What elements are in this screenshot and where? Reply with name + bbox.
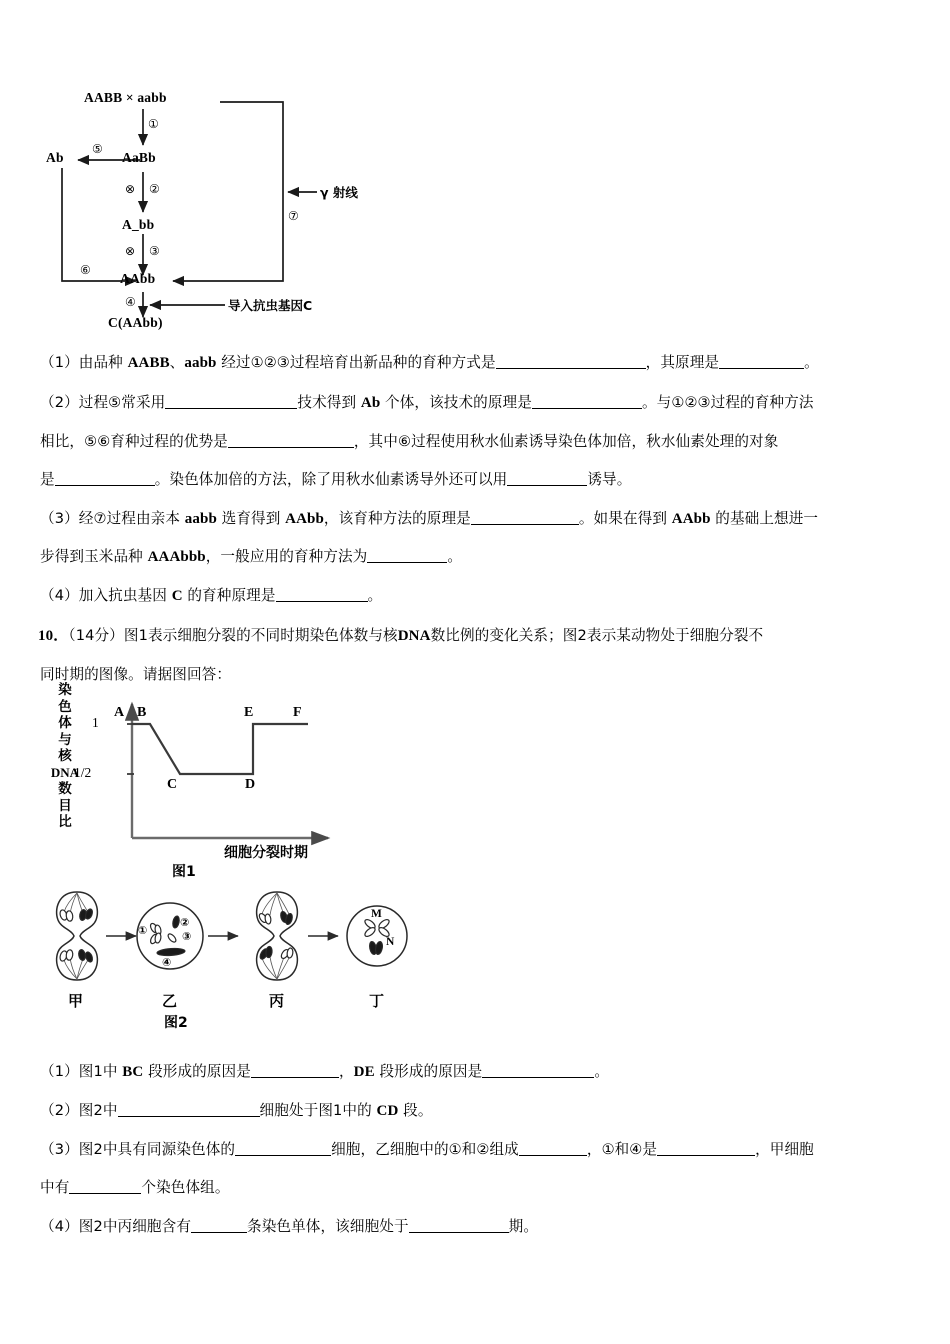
chart-point-F: F [293,705,302,720]
question-text: 数比例的变化关系；图2表示某动物处于细胞分裂不 [430,627,764,644]
cell-label-yi: 乙 [162,992,178,1010]
genotype-text: Ab [360,395,381,411]
question-text: 段形成的原因是 [143,1063,251,1080]
question-text: （2）图2中 [40,1102,118,1119]
question-text: 段形成的原因是 [374,1063,483,1080]
chart-y-axis-label [50,682,80,831]
question-text: ，甲细胞 [755,1141,814,1158]
answer-blank[interactable] [496,368,646,369]
node-f1: AaBb [122,150,156,165]
question-text: 过程培育出新品种的育种方式是 [289,354,496,371]
step-5: ⑤ [92,142,103,156]
gamma-ray-label: γ 射线 [320,185,358,200]
question-text: 。 [367,587,383,604]
genotype-text: C [171,588,183,604]
genotype-text: DE [353,1064,375,1080]
step-4: ④ [125,295,136,309]
question-9-part-4 [40,586,382,606]
chart-point-C: C [167,777,178,792]
figure-2-caption: 图2 [164,1015,188,1031]
question-text: 。与 [641,394,672,411]
question-text: 。 [447,548,463,565]
node-ab-haploid: Ab [46,150,64,165]
transgene-label: 导入抗虫基因C [228,298,313,313]
question-text: 、 [169,354,185,371]
question-text: ⑤ [108,395,122,411]
figure-1-caption: 图1 [172,864,196,880]
breeding-flow-diagram [40,82,370,344]
step-2: ② [149,182,160,196]
question-text: 是 [642,1141,658,1158]
question-text: ，该育种方法的原理是 [323,510,471,527]
chromosome-annotation-3: ③ [182,930,192,943]
question-text: ， [338,1063,354,1080]
question-text: （14分） [68,627,124,644]
step-3: ③ [149,244,160,258]
answer-blank[interactable] [519,1155,587,1156]
answer-blank[interactable] [118,1116,260,1117]
ylab-char-5: DNA [50,764,80,780]
genotype-text: CD [376,1103,399,1119]
question-text: 的育种原理是 [182,587,276,604]
ylab-char-3: 与 [58,731,72,748]
question-text: （1）由品种 [40,354,128,371]
question-text: 过程使用秋水仙素诱导染色体加倍，秋水仙素处理的对象 [411,433,779,450]
question-text: （1）图1中 [40,1063,123,1080]
answer-blank[interactable] [719,368,804,369]
question-text: 过程由亲本 [106,510,185,527]
chart-point-A: A [114,705,125,720]
question-text: ⑤⑥ [84,434,111,450]
question-text: （3）图2中具有同源染色体的 [40,1141,236,1158]
chromosome-annotation-1: ① [138,924,148,937]
step-6: ⑥ [80,263,91,277]
node-parents: AABB × aabb [84,90,167,105]
question-text: （4）图2中丙细胞含有 [40,1218,192,1235]
question-9-part-1 [40,353,819,373]
question-text: 。染色体加倍的方法，除了用秋水仙素诱导外还可以用 [154,471,508,488]
question-10-part-2 [40,1101,433,1121]
question-text: 期。 [508,1218,539,1235]
genotype-text: BC [122,1064,144,1080]
question-text: 。如果在得到 [578,510,672,527]
question-text: 相比， [40,433,85,450]
answer-blank[interactable] [69,1193,141,1194]
ylab-char-7: 目 [58,797,72,814]
question-text: （2）过程 [40,394,109,411]
answer-blank[interactable] [276,601,368,602]
answer-blank[interactable] [55,485,155,486]
node-product: C(AAbb) [108,315,163,330]
genotype-text: 10． [38,628,69,644]
cell-bing-outline [257,892,298,980]
question-9-part-2-line1 [40,393,814,413]
chart-data-series [132,724,308,774]
figure-1-chart [48,682,388,882]
selfing-symbol-3: ⊗ [125,244,136,258]
question-text: ，其原理是 [645,354,720,371]
question-text: 是 [40,471,55,488]
question-text: 个染色体组。 [141,1179,230,1196]
ylab-char-8: 比 [58,814,72,830]
answer-blank[interactable] [367,562,447,563]
question-text: 同时期的图像。请据图回答： [40,666,232,683]
answer-blank[interactable] [235,1155,331,1156]
question-text: 细胞，乙细胞中的 [331,1141,449,1158]
question-9-part-3-line2 [40,547,462,567]
step-7: ⑦ [288,209,299,223]
cell-label-bing: 丙 [269,992,285,1010]
question-10-part-3-line2 [40,1178,230,1197]
question-text: 图1表示细胞分裂的不同时期染色体数与核 [123,627,398,644]
genotype-text: aabb [184,511,217,527]
question-text: ，一般应用的育种方法为 [205,548,368,565]
question-text: 技术得到 [297,394,361,411]
question-text: （3）经 [40,510,94,527]
cell-jia-outline [57,892,98,980]
genotype-text: AABB [127,355,170,371]
answer-blank[interactable] [657,1155,755,1156]
chromosome-annotation-2: ② [180,916,190,929]
answer-blank[interactable] [409,1232,509,1233]
question-text: ，其中 [353,433,398,450]
question-text: 条染色单体，该细胞处于 [247,1218,409,1235]
question-10-stem-line1 [38,626,763,646]
genotype-text: aabb [184,355,217,371]
ylab-char-0: 染 [58,682,72,698]
question-text: 。 [804,354,819,371]
genotype-text: AAAbbb [147,549,206,565]
question-text: 经过 [216,354,251,371]
question-text: 诱导。 [587,471,632,488]
question-text: 常采用 [121,394,166,411]
figure-2-cell-diagrams [52,884,452,1029]
question-text: 中有 [40,1179,70,1196]
chart-point-D: D [245,777,256,792]
question-9-part-2-line3 [40,470,631,489]
question-text: 的基础上想进一 [710,510,819,527]
chart-x-axis-label: 细胞分裂时期 [224,845,308,861]
question-text: 细胞处于图1中的 [259,1102,377,1119]
question-text: ⑦ [93,511,107,527]
step-1: ① [148,117,159,131]
question-text: ①②③ [250,355,290,371]
question-text: ①和② [448,1142,490,1158]
chromosome-label-N: N [386,936,395,948]
ylab-char-1: 色 [58,698,72,715]
question-text: 育种过程的优势是 [110,433,228,450]
question-text: 组成 [489,1141,519,1158]
answer-blank[interactable] [507,485,587,486]
question-text: ⑥ [397,434,412,450]
question-9-part-3-line1 [40,509,818,529]
question-text: 段。 [398,1102,433,1119]
answer-blank[interactable] [165,408,297,409]
question-10-part-4 [40,1217,538,1236]
question-text: 选育得到 [216,510,286,527]
question-text: 。 [594,1063,610,1080]
question-10-part-1 [40,1062,609,1082]
answer-blank[interactable] [532,408,642,409]
chart-ytick-1: 1 [92,715,99,730]
question-text: 个体，该技术的原理是 [380,394,532,411]
genotype-text: AAbb [285,511,324,527]
genotype-text: DNA [397,628,431,644]
cell-label-jia: 甲 [68,992,84,1010]
answer-blank[interactable] [471,524,579,525]
answer-blank[interactable] [191,1232,247,1233]
ylab-char-6: 数 [58,781,72,797]
question-text: （4）加入抗虫基因 [40,587,172,604]
breeding-diagram-lines [40,82,370,344]
answer-blank[interactable] [228,447,354,448]
question-text: ①和④ [601,1142,643,1158]
ylab-char-4: 核 [58,748,72,764]
question-text: ， [586,1141,602,1158]
node-aabb-target: AAbb [120,271,156,286]
question-text: ①②③ [671,395,711,411]
chart-ytick-half: 1/2 [74,765,92,780]
answer-blank[interactable] [482,1077,594,1078]
ylab-char-2: 体 [58,715,72,731]
cell-label-ding: 丁 [369,992,385,1010]
chromosome-annotation-4: ④ [162,956,172,969]
chart-point-B: B [137,705,147,720]
question-10-part-3-line1 [40,1140,814,1159]
question-text: 步得到玉米品种 [40,548,148,565]
chromosome-label-M: M [371,908,382,920]
node-f2: A_bb [122,217,155,232]
question-9-part-2-line2 [40,432,778,451]
chart-point-E: E [244,705,254,720]
selfing-symbol-2: ⊗ [125,182,136,196]
question-text: 过程的育种方法 [710,394,814,411]
answer-blank[interactable] [251,1077,339,1078]
genotype-text: AAbb [671,511,711,527]
